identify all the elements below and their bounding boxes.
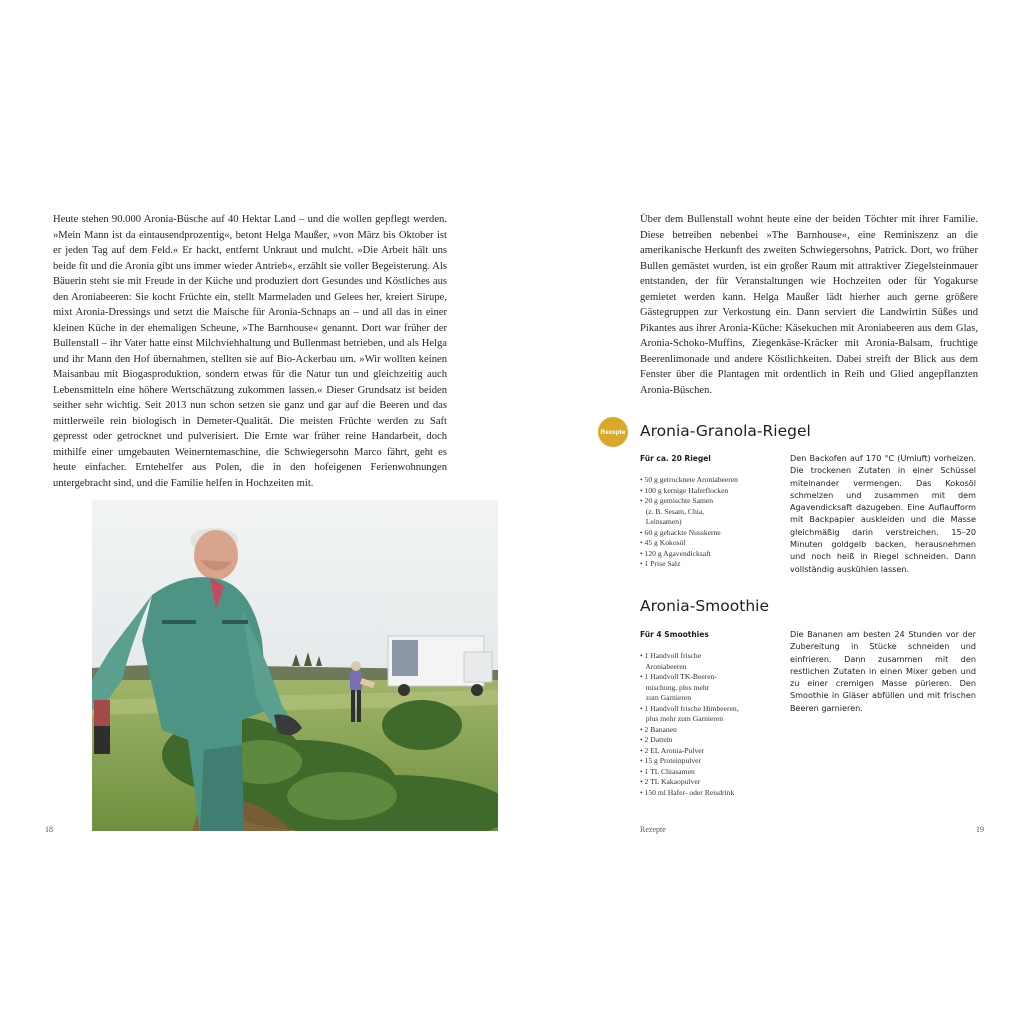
ingredient-item: • 1 Handvoll TK-Beeren- bbox=[640, 672, 717, 681]
recipe-serves-smoothie: Für 4 Smoothies bbox=[640, 630, 709, 639]
ingredient-item: • 100 g kernige Haferflocken bbox=[640, 485, 729, 495]
ingredient-list-granola bbox=[640, 475, 780, 570]
farmer-in-aronia-field-image bbox=[92, 500, 498, 831]
ingredient-list-smoothie bbox=[640, 651, 780, 798]
recipes-badge: Rezepte bbox=[598, 417, 628, 447]
recipe-title-granola: Aronia-Granola-Riegel bbox=[640, 422, 811, 440]
ingredient-item: Leinsamen) bbox=[640, 517, 682, 526]
ingredient-item: • 2 Bananen bbox=[640, 724, 677, 734]
ingredient-item: • 20 g gemischte Samen bbox=[640, 496, 714, 505]
ingredient-item: • 60 g gehackte Nusskerne bbox=[640, 527, 721, 537]
ingredient-item: • 15 g Proteinpulver bbox=[640, 756, 702, 765]
ingredient-item: • 2 Datteln bbox=[640, 735, 673, 744]
ingredient-item: mischung, plus mehr bbox=[640, 682, 710, 692]
ingredient-item: plus mehr zum Garnieren bbox=[640, 714, 724, 723]
left-page-number: 18 bbox=[45, 825, 53, 834]
recipe-serves-granola: Für ca. 20 Riegel bbox=[640, 454, 711, 463]
ingredient-item: Aroniabeeren bbox=[640, 661, 687, 671]
ingredient-item: • 1 Handvoll frische bbox=[640, 651, 702, 660]
recipe-method-granola: Den Backofen auf 170 °C (Umluft) vorheizen. Die trockenen Zutaten in einer Schüssel miteinander vermengen. Das Kokosöl schmelzen und zusammen mit dem Agavendicksaft dazugeben. Eine Auflaufform mit Backpapier auskleiden und die Masse gleichmäßig darin verstreichen. 15–20 Minuten goldgelb backen, herausnehmen und noch heiß in Riegel schneiden. Dann vollständig auskühlen lassen. bbox=[790, 453, 976, 574]
right-page-number: 19 bbox=[976, 825, 984, 834]
ingredient-item: • 150 ml Hafer- oder Reisdrink bbox=[640, 787, 735, 797]
ingredient-item: • 1 Handvoll frische Himbeeren, bbox=[640, 703, 739, 713]
ingredient-item: • 45 g Kokosöl bbox=[640, 538, 686, 547]
ingredient-item: • 2 TL Kakaopulver bbox=[640, 777, 701, 786]
right-page bbox=[512, 0, 1024, 1024]
right-body-paragraph: Über dem Bullenstall wohnt heute eine der beiden Töchter mit ihrer Familie. Diese betreiben nebenbei »The Barnhouse«, eine Reminiszenz an die amerikanische Herkunft des zweiten Schwiegersohns, Patrick. Dort, wo früher Bullen gemästet wurden, ist ein großer Raum mit attraktiver Ziegelsteinmauer entstanden, der für Veranstaltungen wie Hochzeiten oder für Yogakurse gemietet werden kann. Helga Maußer lädt hierher auch gerne größere Gästegruppen zur Verkostung ein. Dann serviert die Landwirtin Süßes und Pikantes aus ihrer Aronia-Küche: Käsekuchen mit Aroniabeeren aus dem Glas, Aronia-Schoko-Muffins, Ziegenkäse-Kräcker mit Aronia-Balsam, fruchtige Beerenlimonade und andere Köstlichkeiten. Dabei streift der Blick aus dem Fenster über die Plantagen mit ordentlich in Reih und Glied angepflanzten Aronia-Büschen. bbox=[640, 214, 978, 396]
section-footer: Rezepte bbox=[640, 825, 666, 834]
ingredient-item: (z. B. Sesam, Chia, bbox=[640, 506, 705, 516]
ingredient-item: • 120 g Agavendicksaft bbox=[640, 548, 711, 558]
ingredient-item: zum Garnieren bbox=[640, 693, 692, 702]
recipe-method-smoothie: Die Bananen am besten 24 Stunden vor der Zubereitung in Stücke schneiden und einfrieren. Dann zusammen mit den restlichen Zutaten in einen Mixer geben und zu einer cremigen Masse pürieren. Den Smoothie in Gläser abfüllen und mit frischen Beeren garnieren. bbox=[790, 629, 976, 713]
recipe-title-smoothie: Aronia-Smoothie bbox=[640, 597, 769, 615]
ingredient-item: • 1 Prise Salz bbox=[640, 559, 681, 568]
farmer-photo bbox=[92, 500, 498, 831]
left-body-paragraph: Heute stehen 90.000 Aronia-Büsche auf 40 Hektar Land – und die wollen gepflegt werden. »Mein Mann ist da eintausendprozentig«, betont Helga Maußer, »von März bis Oktober ist er jeden Tag auf dem Feld.« Er hackt, entfernt Unkraut und mulcht. »Die Arbeit hält uns beide fit und die Aronia gibt uns immer wieder Antrieb«, erzählt sie voller Begeisterung. Als Bäuerin steht sie mit Freude in der Küche und produziert dort Gesundes und Köstliches aus den Aroniabeeren: Sie kocht Früchte ein, stellt Marmeladen und Gelees her, kreiert Sirupe, mixt Aronia-Dressings und setzt die Maische für Aronia-Schnaps an – und all das in einer kleinen Küche in der ehemaligen Scheune, »The Barnhouse« genannt. Dort war früher der Bullenstall – ihr Vater hatte einst Milchviehhaltung und Bullenmast betrieben, und als Helga und ihr Mann den Hof übernahmen, stellten sie auf Bio-Ackerbau um. »Wir wollten keinen Maisanbau mit Biogasproduktion, sondern etwas für die Natur tun und gleichzeitig auch Lebensmitteln eine höhere Wertschätzung zukommen lassen.« Dieser Grundsatz ist beiden seither sehr wichtig. Seit 2013 nun schon setzen sie ganz und gar auf die Beeren und das mittlerweile rein biologisch in Demeter-Qualität. Die meisten Früchte werden zu Saft gepresst oder getrocknet und pulverisiert. Die Ernte war früher reine Handarbeit, doch mithilfe einer umgebauten Weinerntemaschine, die Schwiegersohn Marco fährt, geht es heute einfacher. Erntehelfer aus Polen, die in den hofeigenen Ferienwohnungen untergebracht sind, und die Familie helfen in Hochzeiten mit. bbox=[53, 214, 447, 489]
ingredient-item: • 1 TL Chiasamen bbox=[640, 766, 695, 776]
ingredient-item: • 2 EL Aronia-Pulver bbox=[640, 745, 705, 755]
ingredient-item: • 50 g getrocknete Aroniabeeren bbox=[640, 475, 738, 484]
